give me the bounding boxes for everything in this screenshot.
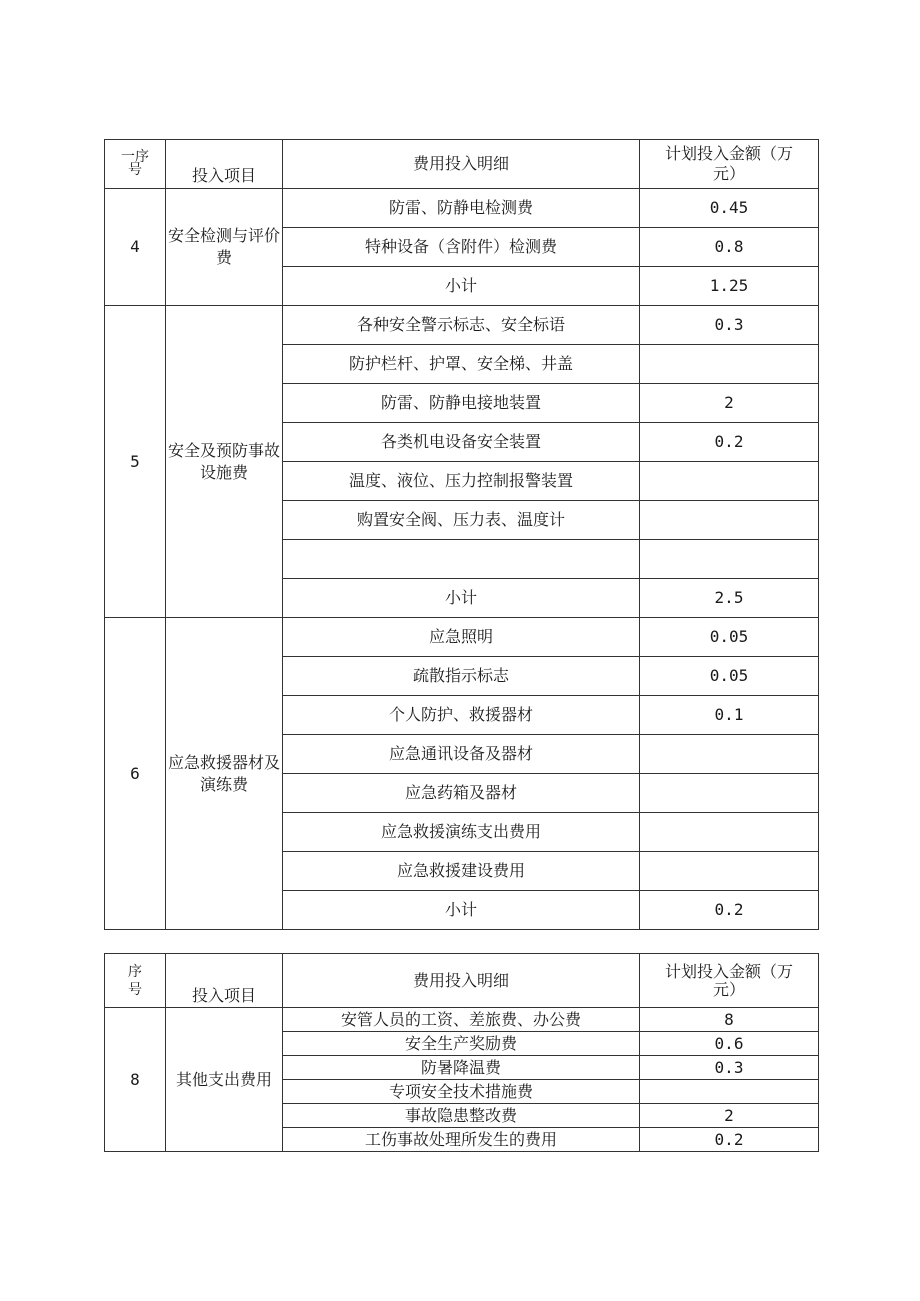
detail-cell: 应急救援演练支出费用	[283, 813, 640, 852]
amount-cell: 0.3	[640, 306, 819, 345]
item-cell	[166, 306, 283, 618]
detail-cell: 小计	[283, 579, 640, 618]
header-seq: 一序 号	[105, 140, 166, 189]
detail-cell: 防暑降温费	[283, 1056, 640, 1080]
table-row	[105, 306, 819, 345]
item-label: 应急救援器材及演练费	[168, 752, 281, 794]
table-row	[105, 1008, 819, 1032]
amount-cell: 1.25	[640, 267, 819, 306]
amount-cell	[640, 735, 819, 774]
detail-cell: 温度、液位、压力控制报警装置	[283, 462, 640, 501]
detail-cell: 事故隐患整改费	[283, 1104, 640, 1128]
detail-cell: 应急照明	[283, 618, 640, 657]
expense-table-2	[104, 953, 819, 1152]
amount-cell: 0.8	[640, 228, 819, 267]
item-cell	[166, 618, 283, 930]
amount-cell	[640, 345, 819, 384]
item-cell	[166, 189, 283, 306]
amount-cell	[640, 774, 819, 813]
item-label: 其他支出费用	[175, 1069, 272, 1089]
seq-cell: 4	[105, 189, 166, 306]
seq-cell: 8	[105, 1008, 166, 1152]
amount-cell: 0.45	[640, 189, 819, 228]
amount-cell: 2	[640, 384, 819, 423]
detail-cell: 工伤事故处理所发生的费用	[283, 1128, 640, 1152]
detail-cell	[283, 540, 640, 579]
table-row	[105, 618, 819, 657]
detail-cell: 个人防护、救援器材	[283, 696, 640, 735]
amount-cell: 0.05	[640, 657, 819, 696]
header-amount: 计划投入金额（万 元）	[640, 140, 819, 189]
header-detail: 费用投入明细	[283, 140, 640, 189]
table-row	[105, 189, 819, 228]
detail-cell: 防雷、防静电接地装置	[283, 384, 640, 423]
table-header-row	[105, 954, 819, 1008]
amount-cell	[640, 501, 819, 540]
detail-cell: 应急救援建设费用	[283, 852, 640, 891]
detail-cell: 防护栏杆、护罩、安全梯、井盖	[283, 345, 640, 384]
detail-cell: 小计	[283, 891, 640, 930]
table-header-row	[105, 140, 819, 189]
detail-cell: 防雷、防静电检测费	[283, 189, 640, 228]
detail-cell: 应急药箱及器材	[283, 774, 640, 813]
amount-cell	[640, 462, 819, 501]
amount-cell	[640, 1080, 819, 1104]
amount-cell: 0.05	[640, 618, 819, 657]
detail-cell: 各种安全警示标志、安全标语	[283, 306, 640, 345]
amount-cell: 0.2	[640, 1128, 819, 1152]
amount-cell: 0.6	[640, 1032, 819, 1056]
detail-cell: 购置安全阀、压力表、温度计	[283, 501, 640, 540]
header-amount: 计划投入金额（万 元）	[640, 954, 819, 1008]
amount-cell: 0.3	[640, 1056, 819, 1080]
detail-cell: 安全生产奖励费	[283, 1032, 640, 1056]
amount-cell: 2.5	[640, 579, 819, 618]
amount-cell: 0.2	[640, 891, 819, 930]
amount-cell	[640, 540, 819, 579]
header-seq: 序 号	[105, 954, 166, 1008]
seq-cell: 5	[105, 306, 166, 618]
detail-cell: 小计	[283, 267, 640, 306]
detail-cell: 疏散指示标志	[283, 657, 640, 696]
detail-cell: 各类机电设备安全装置	[283, 423, 640, 462]
seq-cell: 6	[105, 618, 166, 930]
item-cell	[166, 1008, 283, 1152]
detail-cell: 特种设备（含附件）检测费	[283, 228, 640, 267]
header-item: 投入项目	[166, 954, 283, 1008]
item-label: 安全检测与评价费	[168, 226, 281, 267]
detail-cell: 专项安全技术措施费	[283, 1080, 640, 1104]
amount-cell: 0.2	[640, 423, 819, 462]
amount-cell	[640, 813, 819, 852]
amount-cell	[640, 852, 819, 891]
header-detail: 费用投入明细	[283, 954, 640, 1008]
detail-cell: 应急通讯设备及器材	[283, 735, 640, 774]
amount-cell: 0.1	[640, 696, 819, 735]
amount-cell: 8	[640, 1008, 819, 1032]
amount-cell: 2	[640, 1104, 819, 1128]
item-label: 安全及预防事故设施费	[168, 440, 281, 482]
header-item: 投入项目	[166, 140, 283, 189]
expense-table-1	[104, 139, 819, 930]
detail-cell: 安管人员的工资、差旅费、办公费	[283, 1008, 640, 1032]
